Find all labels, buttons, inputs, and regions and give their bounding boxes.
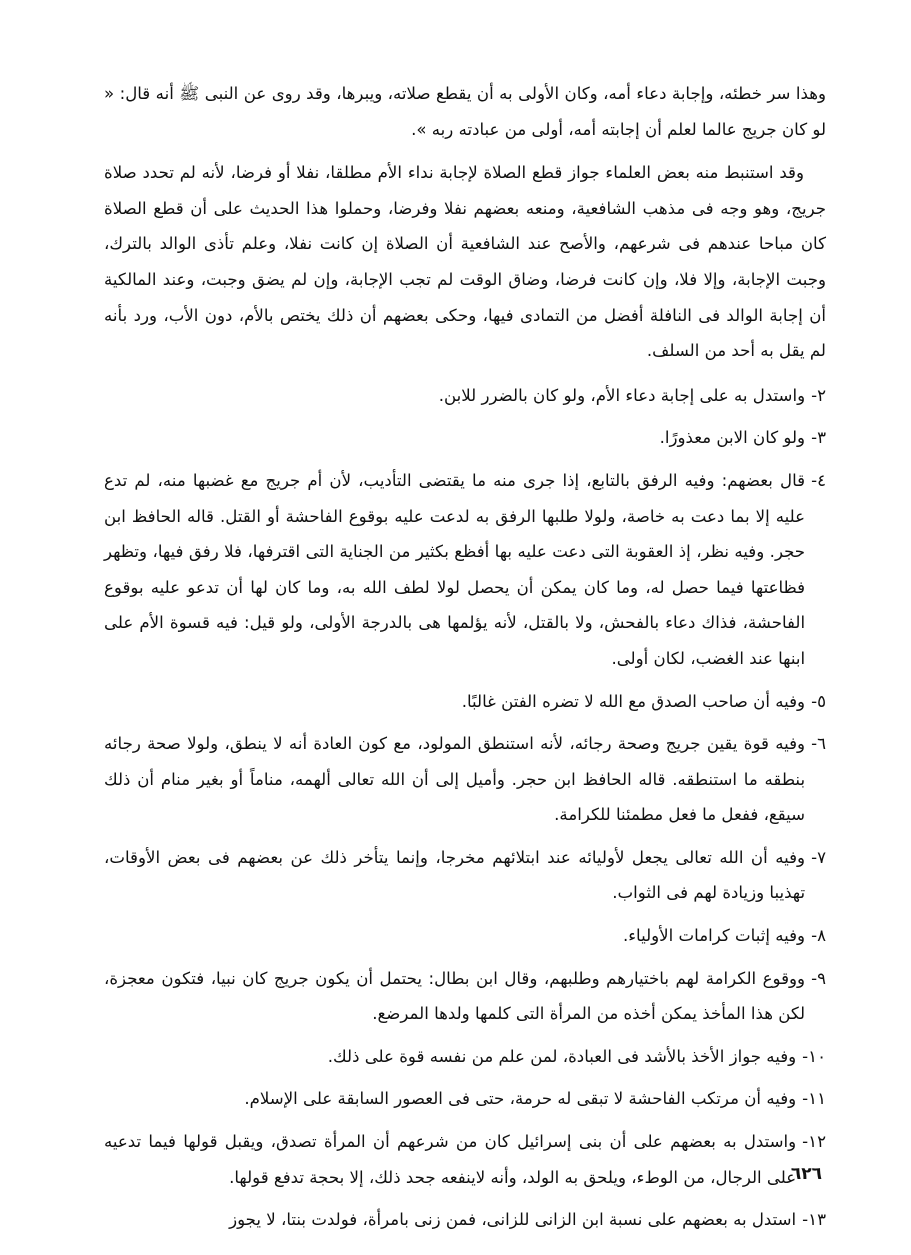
list-item <box>104 684 826 720</box>
list-item-number: ٦- <box>811 734 826 754</box>
list-item-text: وفيه إثبات كرامات الأولياء. <box>622 926 806 946</box>
list-item-text: استدل به بعضهم على نسبة ابن الزانى للزانى، فمن زنى بامرأة، فولدت بنتا، لا يجوز <box>229 1210 797 1230</box>
page-number: ٦٢٦ <box>790 1164 822 1184</box>
list-item-number: ٩- <box>811 968 826 988</box>
list-item <box>104 1202 826 1238</box>
intro-paragraph-1: وهذا سر خطئه، وإجابة دعاء أمه، وكان الأولى به أن يقطع صلاته، ويبرها، وقد روى عن النبى ﷺ أنه قال: « لو كان جريج عالما لعلم أن إجابته أمه، أولى من عبادته ربه ». <box>104 84 826 139</box>
list-item-text: قال بعضهم: وفيه الرفق بالتابع، إذا جرى منه ما يقتضى التأديب، لأن أم جريج مع غضبها منه، لم تدع عليه إلا بما دعت به خاصة، ولولا طلبها الرفق به لدعت عليه بوقوع الفاحشة أو القتل. قاله الحافظ ابن حجر. وفيه نظر، إذ العقوبة التى دعت عليه بها أفظع بكثير من الجناية التى اقترفها، فلا رفق فيها، وتظهر فظاعتها فيما حصل له، وما كان يمكن أن يحصل لولا لطف الله به، وما كان لها أن تدعو عليه بوقوع الفاحشة، فذاك دعاء بالفحش، ولا بالقتل، لأنه يؤلمها هى بالدرجة الأولى، ولو قيل: فيه قسوة الأم على ابنها عند الغضب، لكان أولى. <box>104 470 806 668</box>
list-item-text: وفيه جواز الأخذ بالأشد فى العبادة، لمن علم من نفسه قوة على ذلك. <box>327 1046 797 1066</box>
list-item-text: ولو كان الابن معذورًا. <box>659 428 806 448</box>
list-item-number: ٢- <box>811 385 826 405</box>
list-item-number: ١٣- <box>802 1210 826 1230</box>
list-item-text: وفيه أن صاحب الصدق مع الله لا تضره الفتن غالبًا. <box>461 691 806 711</box>
intro-paragraph-2: وقد استنبط منه بعض العلماء جواز قطع الصلاة لإجابة نداء الأم مطلقا، نفلا أو فرضا، لأنه لم تحدد صلاة جريج، وهو وجه فى مذهب الشافعية، ومنعه بعضهم نفلا وفرضا، وحملوا هذا الحديث على أن قطع الصلاة كان مباحا عندهم فى شرعهم، والأصح عند الشافعية أن الصلاة إن كانت نفلا، وعلم تأذى الوالد بالترك، وجبت الإجابة، وإلا فلا، وإن كانت فرضا، وضاق الوقت لم تجب الإجابة، وإن لم يضق وجبت، وعند المالكية أن إجابة الوالد فى النافلة أفضل من التمادى فيها، وحكى بعضهم أن ذلك يختص بالأم، دون الأب، ورد بأنه لم يقل به أحد من السلف. <box>104 163 826 361</box>
paragraph-gap <box>104 147 826 155</box>
list-item <box>104 840 826 911</box>
list-item-number: ٣- <box>811 428 826 448</box>
list-item-number: ٤- <box>811 470 826 490</box>
list-item-text: ووقوع الكرامة لهم باختيارهم وطلبهم، وقال ابن بطال: يحتمل أن يكون جريج كان نبيا، فتكون معجزة، لكن هذا المأخذ يمكن أخذه من المرأة التى كلمها ولدها المرضع. <box>104 968 806 1024</box>
list-item-number: ١٢- <box>802 1132 826 1152</box>
list-item <box>104 463 826 677</box>
list-item-text: واستدل به على إجابة دعاء الأم، ولو كان بالضرر للابن. <box>438 385 806 405</box>
list-item <box>104 726 826 833</box>
list-item <box>104 961 826 1032</box>
list-item-text: وفيه أن الله تعالى يجعل لأوليائه عند ابتلائهم مخرجا، وإنما يتأخر ذلك عن بعضهم فى بعض الأوقات، تهذيبا وزيادة لهم فى الثواب. <box>104 847 806 903</box>
list-item <box>104 1039 826 1075</box>
list-item <box>104 1124 826 1195</box>
list-item <box>104 918 826 954</box>
list-item-number: ٨- <box>811 926 826 946</box>
list-item-text: واستدل به بعضهم على أن بنى إسرائيل كان من شرعهم أن المرأة تصدق، ويقبل قولها فيما تدعيه على الرجال، من الوطء، ويلحق به الولد، وأنه لاينفعه جحد ذلك، إلا بحجة تدفع قولها. <box>104 1132 797 1187</box>
list-item-number: ١١- <box>802 1089 826 1109</box>
page-body <box>104 76 826 1238</box>
list-item-number: ٥- <box>811 691 826 711</box>
list-item <box>104 1081 826 1117</box>
list-item-text: وفيه قوة يقين جريج وصحة رجائه، لأنه استنطق المولود، مع كون العادة أنه لا ينطق، ولولا صحة رجائه بنطقه ما استنطقه. قاله الحافظ ابن حجر. وأميل إلى أن الله تعالى ألهمه، مناماً أو بغير منام أن ذلك سيقع، ففعل ما فعل مطمئنا للكرامة. <box>104 734 806 825</box>
list-item-number: ٧- <box>811 847 826 867</box>
list-item-number: ١٠- <box>802 1046 826 1066</box>
list-item <box>104 378 826 414</box>
list-item-text: وفيه أن مرتكب الفاحشة لا تبقى له حرمة، حتى فى العصور السابقة على الإسلام. <box>244 1089 797 1109</box>
list-item <box>104 420 826 456</box>
